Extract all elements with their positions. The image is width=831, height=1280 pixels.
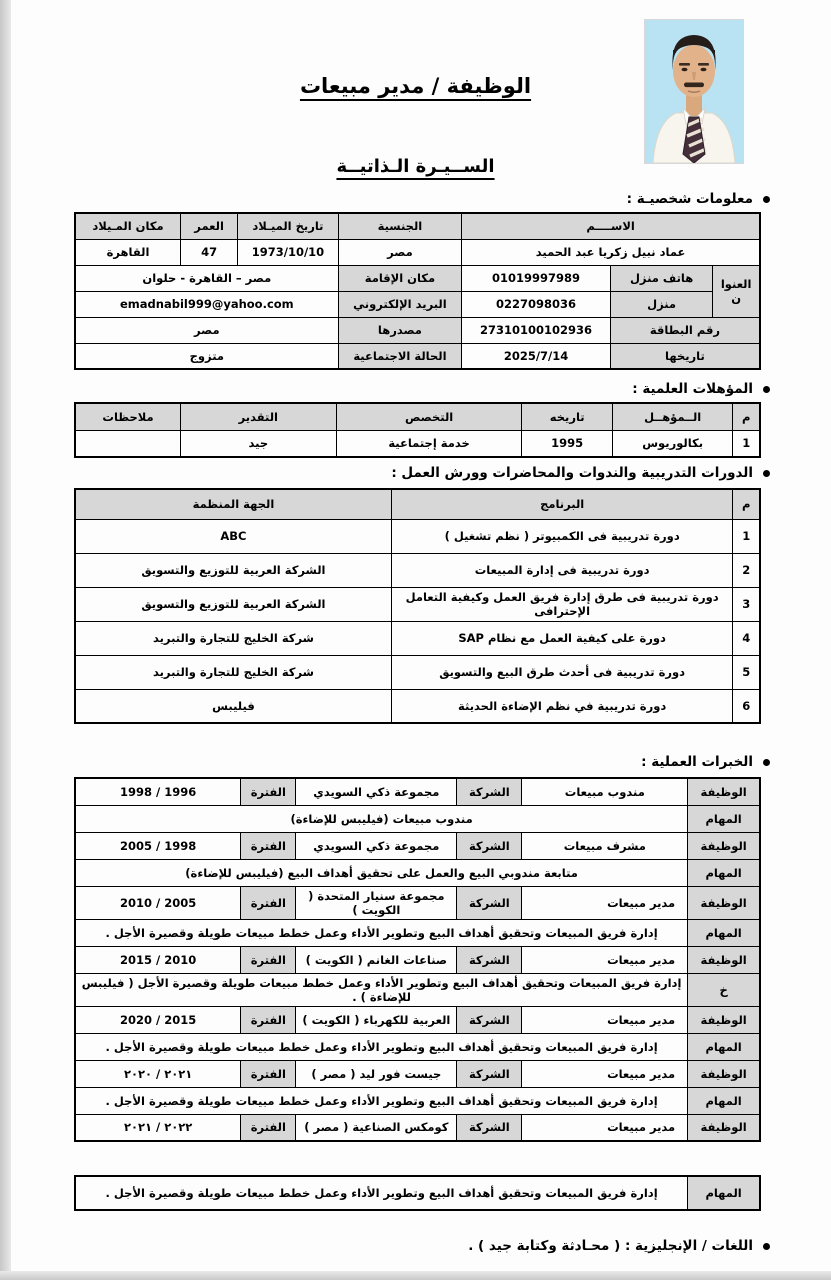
nationality-value: مصر bbox=[338, 239, 462, 265]
job-value: مدير مبيعات bbox=[522, 886, 688, 919]
languages-text: اللغات / الإنجليزية : ( محـادثة وكتابة جيد ) . bbox=[468, 1238, 753, 1254]
extra-tasks-table bbox=[74, 1175, 761, 1211]
id-date-label: تاريخها bbox=[610, 343, 760, 369]
job-label: الوظيفة bbox=[688, 1006, 760, 1033]
qualifications-header-row bbox=[75, 403, 760, 430]
courses-heading-label: الدورات التدريبية والندوات والمحاضرات وورش العمل : bbox=[391, 465, 753, 481]
personal-header-row bbox=[75, 213, 760, 239]
period-label: الفترة bbox=[241, 1060, 296, 1087]
address-label: العنوان bbox=[713, 265, 760, 317]
personal-info-table bbox=[74, 212, 761, 370]
tasks-label: المهام bbox=[688, 1033, 760, 1060]
tasks-label: المهام bbox=[688, 859, 760, 886]
period-label: الفترة bbox=[241, 1114, 296, 1141]
course-row bbox=[75, 655, 760, 689]
course-index: 4 bbox=[733, 621, 760, 655]
qualifications-heading bbox=[74, 381, 770, 397]
experience-row bbox=[75, 946, 760, 973]
experience-heading-label: الخبرات العملية : bbox=[641, 754, 753, 770]
personal-info-heading bbox=[74, 191, 770, 207]
marital-status-label: الحالة الاجتماعية bbox=[338, 343, 462, 369]
course-index: 3 bbox=[733, 587, 760, 621]
company-label: الشركة bbox=[457, 946, 522, 973]
company-value: كومكس الصناعية ( مصر ) bbox=[296, 1114, 457, 1141]
experience-heading bbox=[74, 754, 770, 770]
tasks-value: متابعة مندوبي البيع والعمل على تحقيق أهداف البيع (فيليبس للإضاءة) bbox=[75, 859, 688, 886]
tasks-label: المهام bbox=[688, 919, 760, 946]
header-name: الاســــم bbox=[462, 213, 760, 239]
course-program: دورة تدريبية فى الكمبيوتر ( نظم تشغيل ) bbox=[391, 519, 732, 553]
course-organizer: شركة الخليج للتجارة والتبريد bbox=[75, 621, 391, 655]
qualification-row bbox=[75, 430, 760, 457]
home-phone-label: هاتف منزل bbox=[610, 265, 712, 291]
course-organizer: الشركة العربية للتوزيع والتسويق bbox=[75, 587, 391, 621]
experience-table bbox=[74, 777, 761, 1142]
tasks-value: إدارة فريق المبيعات وتحقيق أهداف البيع وتطوير الأداء وعمل خطط مبيعات طويلة وقصيرة الأجل . bbox=[75, 919, 688, 946]
company-label: الشركة bbox=[457, 832, 522, 859]
course-program: دورة تدريبية فى إدارة المبيعات bbox=[391, 553, 732, 587]
job-value: مدير مبيعات bbox=[522, 946, 688, 973]
tasks-row bbox=[75, 805, 760, 832]
course-program: دورة تدريبية فى طرق إدارة فريق العمل وكيفية التعامل الإحترافى bbox=[391, 587, 732, 621]
marital-status-value: متزوج bbox=[75, 343, 338, 369]
qualification-index: 1 bbox=[733, 430, 760, 457]
bullet-icon bbox=[763, 1243, 770, 1250]
experience-row bbox=[75, 1006, 760, 1033]
course-program: دورة على كيفية العمل مع نظام SAP bbox=[391, 621, 732, 655]
header-birth-date: تاريخ الميـلاد bbox=[238, 213, 338, 239]
company-label: الشركة bbox=[457, 1006, 522, 1033]
tasks-label: خ bbox=[688, 973, 760, 1006]
header-degree: الــمؤهــل bbox=[612, 403, 733, 430]
header-organizer: الجهة المنظمة bbox=[75, 489, 391, 519]
document-body bbox=[0, 191, 831, 1254]
company-value: صناعات الغانم ( الكويت ) bbox=[296, 946, 457, 973]
scan-edge-bottom bbox=[0, 1271, 831, 1280]
qualification-year: 1995 bbox=[522, 430, 612, 457]
qualification-degree: بكالوريوس bbox=[612, 430, 733, 457]
job-label: الوظيفة bbox=[688, 886, 760, 919]
job-label: الوظيفة bbox=[688, 946, 760, 973]
qualifications-table bbox=[74, 402, 761, 458]
age-value: 47 bbox=[181, 239, 238, 265]
course-program: دورة تدريبية في نظم الإضاءة الحديثة bbox=[391, 689, 732, 723]
courses-table bbox=[74, 488, 761, 724]
job-value: مدير مبيعات bbox=[522, 1060, 688, 1087]
course-organizer: الشركة العربية للتوزيع والتسويق bbox=[75, 553, 391, 587]
birth-place-value: القاهرة bbox=[75, 239, 181, 265]
company-label: الشركة bbox=[457, 1114, 522, 1141]
company-label: الشركة bbox=[457, 778, 522, 805]
id-issuer-label: مصدرها bbox=[338, 317, 462, 343]
period-label: الفترة bbox=[241, 832, 296, 859]
course-row bbox=[75, 689, 760, 723]
header-nationality: الجنسية bbox=[338, 213, 462, 239]
tasks-label: المهام bbox=[688, 1176, 760, 1210]
id-number-value: 27310100102936 bbox=[462, 317, 611, 343]
contact-row bbox=[75, 317, 760, 343]
courses-heading bbox=[74, 465, 770, 481]
id-number-label: رقم البطاقة bbox=[610, 317, 760, 343]
period-value: ٢٠٢١ / ٢٠٢٠ bbox=[75, 1060, 241, 1087]
course-index: 6 bbox=[733, 689, 760, 723]
tasks-row bbox=[75, 919, 760, 946]
qualification-notes bbox=[75, 430, 181, 457]
personal-values-row bbox=[75, 239, 760, 265]
period-label: الفترة bbox=[241, 886, 296, 919]
header-grade: التقدير bbox=[181, 403, 337, 430]
tasks-row bbox=[75, 1033, 760, 1060]
home-value: 0227098036 bbox=[462, 291, 611, 317]
portrait-illustration bbox=[645, 20, 743, 163]
job-label: الوظيفة bbox=[688, 778, 760, 805]
contact-row bbox=[75, 265, 760, 291]
courses-header-row bbox=[75, 489, 760, 519]
experience-row bbox=[75, 1114, 760, 1141]
job-label: الوظيفة bbox=[688, 1114, 760, 1141]
bullet-icon bbox=[763, 196, 770, 203]
header-notes: ملاحظات bbox=[75, 403, 181, 430]
qualification-grade: جيد bbox=[181, 430, 337, 457]
bullet-icon bbox=[763, 470, 770, 477]
experience-row bbox=[75, 832, 760, 859]
course-organizer: شركة الخليج للتجارة والتبريد bbox=[75, 655, 391, 689]
home-label: منزل bbox=[610, 291, 712, 317]
tasks-value: مندوب مبيعات (فيليبس للإضاءة) bbox=[75, 805, 688, 832]
contact-row bbox=[75, 343, 760, 369]
job-label: الوظيفة bbox=[688, 832, 760, 859]
course-organizer: ABC bbox=[75, 519, 391, 553]
company-value: مجموعة ذكي السويدي bbox=[296, 778, 457, 805]
id-issuer-value: مصر bbox=[75, 317, 338, 343]
tasks-value: إدارة فريق المبيعات وتحقيق أهداف البيع وتطوير الأداء وعمل خطط مبيعات طويلة وقصيرة الأجل . bbox=[75, 1033, 688, 1060]
course-program: دورة تدريبية فى أحدث طرق البيع والتسويق bbox=[391, 655, 732, 689]
company-label: الشركة bbox=[457, 886, 522, 919]
residence-label: مكان الإقامة bbox=[338, 265, 462, 291]
header-index: م bbox=[733, 403, 760, 430]
header-year: تاريخه bbox=[522, 403, 612, 430]
course-index: 5 bbox=[733, 655, 760, 689]
residence-value: مصر – القاهرة - حلوان bbox=[75, 265, 338, 291]
job-value: مدير مبيعات bbox=[522, 1006, 688, 1033]
tasks-row bbox=[75, 973, 760, 1006]
personal-info-heading-label: معلومات شخصيـة : bbox=[626, 191, 753, 207]
course-row bbox=[75, 553, 760, 587]
tasks-row bbox=[75, 1087, 760, 1114]
period-value: 2015 / 2010 bbox=[75, 946, 241, 973]
qualification-major: خدمة إجتماعية bbox=[336, 430, 522, 457]
cv-title: الســيـرة الـذاتيــة bbox=[336, 156, 495, 177]
tasks-value: إدارة فريق المبيعات وتحقيق أهداف البيع وتطوير الأداء وعمل خطط مبيعات طويلة وقصيرة الأجل ( فيليبس للإضاءة ) . bbox=[75, 973, 688, 1006]
period-label: الفترة bbox=[241, 946, 296, 973]
company-label: الشركة bbox=[457, 1060, 522, 1087]
period-value: 2020 / 2015 bbox=[75, 1006, 241, 1033]
job-value: مشرف مبيعات bbox=[522, 832, 688, 859]
tasks-row bbox=[75, 859, 760, 886]
company-value: مجموعة ذكي السويدي bbox=[296, 832, 457, 859]
period-value: 2010 / 2005 bbox=[75, 886, 241, 919]
job-value: مدير مبيعات bbox=[522, 1114, 688, 1141]
header-program: البرنامج bbox=[391, 489, 732, 519]
bullet-icon bbox=[763, 759, 770, 766]
tasks-row bbox=[75, 1176, 760, 1210]
company-value: العربية للكهرباء ( الكويت ) bbox=[296, 1006, 457, 1033]
experience-row bbox=[75, 778, 760, 805]
applicant-photo bbox=[645, 20, 743, 163]
tasks-value: إدارة فريق المبيعات وتحقيق أهداف البيع وتطوير الأداء وعمل خطط مبيعات طويلة وقصيرة الأجل . bbox=[75, 1087, 688, 1114]
job-value: مندوب مبيعات bbox=[522, 778, 688, 805]
period-value: 2005 / 1998 bbox=[75, 832, 241, 859]
company-value: جيست فور ليد ( مصر ) bbox=[296, 1060, 457, 1087]
experience-row bbox=[75, 886, 760, 919]
qualifications-heading-label: المؤهلات العلمية : bbox=[632, 381, 753, 397]
id-date-value: 2025/7/14 bbox=[462, 343, 611, 369]
bullet-icon bbox=[763, 386, 770, 393]
email-value: emadnabil999@yahoo.com bbox=[75, 291, 338, 317]
experience-row bbox=[75, 1060, 760, 1087]
tasks-label: المهام bbox=[688, 805, 760, 832]
name-value: عماد نبيل زكريا عبد الحميد bbox=[462, 239, 760, 265]
job-title: الوظيفة / مدير مبيعات bbox=[299, 74, 532, 98]
period-value: ٢٠٢٢ / ٢٠٢١ bbox=[75, 1114, 241, 1141]
job-label: الوظيفة bbox=[688, 1060, 760, 1087]
header-index: م bbox=[733, 489, 760, 519]
languages-line bbox=[74, 1238, 770, 1254]
course-organizer: فيليبس bbox=[75, 689, 391, 723]
contact-row bbox=[75, 291, 760, 317]
course-index: 1 bbox=[733, 519, 760, 553]
course-row bbox=[75, 587, 760, 621]
period-value: 1998 / 1996 bbox=[75, 778, 241, 805]
header-major: التخصص bbox=[336, 403, 522, 430]
course-index: 2 bbox=[733, 553, 760, 587]
period-label: الفترة bbox=[241, 1006, 296, 1033]
company-value: مجموعة سنيار المتحدة ( الكويت ) bbox=[296, 886, 457, 919]
header-age: العمر bbox=[181, 213, 238, 239]
header-birth-place: مكان المـيلاد bbox=[75, 213, 181, 239]
tasks-label: المهام bbox=[688, 1087, 760, 1114]
scan-edge-left bbox=[0, 0, 11, 1280]
course-row bbox=[75, 519, 760, 553]
course-row bbox=[75, 621, 760, 655]
home-phone-value: 01019997989 bbox=[462, 265, 611, 291]
email-label: البريد الإلكتروني bbox=[338, 291, 462, 317]
tasks-value: إدارة فريق المبيعات وتحقيق أهداف البيع وتطوير الأداء وعمل خطط مبيعات طويلة وقصيرة الأجل . bbox=[75, 1176, 688, 1210]
birth-date-value: 1973/10/10 bbox=[238, 239, 338, 265]
period-label: الفترة bbox=[241, 778, 296, 805]
